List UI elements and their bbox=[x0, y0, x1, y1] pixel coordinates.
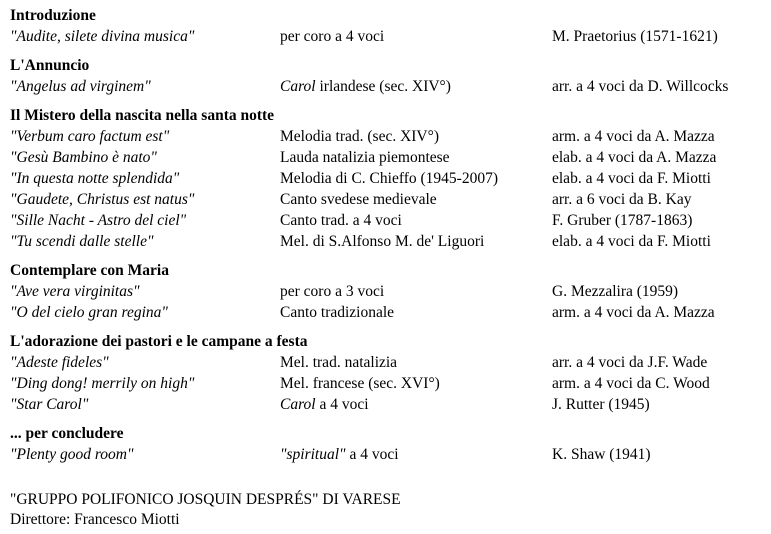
program-row bbox=[10, 126, 765, 147]
piece-title: "Verbum caro factum est" bbox=[10, 128, 170, 145]
program-row bbox=[10, 189, 765, 210]
program-section bbox=[10, 424, 765, 465]
piece-description bbox=[280, 394, 369, 415]
section-heading: L'Annuncio bbox=[10, 57, 90, 74]
program-row bbox=[10, 373, 765, 394]
piece-credit: J. Rutter (1945) bbox=[552, 396, 650, 413]
piece-description bbox=[280, 231, 484, 252]
piece-title: "Ding dong! merrily on high" bbox=[10, 375, 195, 392]
section-heading: Il Mistero della nascita nella santa notte bbox=[10, 107, 275, 124]
program-section bbox=[10, 332, 765, 415]
section-heading: Introduzione bbox=[10, 7, 96, 24]
description-part: Carol bbox=[280, 78, 316, 95]
description-part: Canto trad. a 4 voci bbox=[280, 212, 402, 229]
section-heading: ... per concludere bbox=[10, 425, 124, 442]
piece-credit: arm. a 4 voci da A. Mazza bbox=[552, 128, 715, 145]
description-part: Carol bbox=[280, 396, 316, 413]
piece-credit: arr. a 4 voci da D. Willcocks bbox=[552, 78, 729, 95]
piece-credit: K. Shaw (1941) bbox=[552, 446, 651, 463]
piece-title: "Angelus ad virginem" bbox=[10, 78, 151, 95]
program-section bbox=[10, 56, 765, 97]
piece-description bbox=[280, 352, 397, 373]
program-row bbox=[10, 168, 765, 189]
section-heading: Contemplare con Maria bbox=[10, 262, 169, 279]
description-part: "spiritual" bbox=[280, 446, 346, 463]
program-row bbox=[10, 26, 765, 47]
piece-description bbox=[280, 126, 439, 147]
description-part: Melodia trad. (sec. XIV°) bbox=[280, 128, 439, 145]
piece-description bbox=[280, 26, 384, 47]
piece-title: "Plenty good room" bbox=[10, 446, 134, 463]
piece-description bbox=[280, 147, 450, 168]
program-row bbox=[10, 76, 765, 97]
piece-description bbox=[280, 373, 440, 394]
description-part: Melodia di C. Chieffo (1945-2007) bbox=[280, 170, 498, 187]
piece-credit: arm. a 4 voci da C. Wood bbox=[552, 375, 710, 392]
program-section bbox=[10, 106, 765, 252]
program-row bbox=[10, 302, 765, 323]
program-footer bbox=[10, 490, 401, 530]
director-line: Direttore: Francesco Miotti bbox=[10, 511, 180, 528]
section-heading: L'adorazione dei pastori e le campane a festa bbox=[10, 333, 308, 350]
description-part: per coro a 4 voci bbox=[280, 28, 385, 45]
piece-title: "Gesù Bambino è nato" bbox=[10, 149, 157, 166]
piece-title: "Audite, silete divina musica" bbox=[10, 28, 195, 45]
description-part: Lauda natalizia piemontese bbox=[280, 149, 450, 166]
program-row bbox=[10, 394, 765, 415]
piece-title: "Gaudete, Christus est natus" bbox=[10, 191, 195, 208]
piece-credit: elab. a 4 voci da F. Miotti bbox=[552, 233, 711, 250]
program-row bbox=[10, 444, 765, 465]
piece-description bbox=[280, 168, 498, 189]
program-row bbox=[10, 231, 765, 252]
piece-credit: arm. a 4 voci da A. Mazza bbox=[552, 304, 715, 321]
program-sections bbox=[10, 6, 765, 465]
piece-description bbox=[280, 210, 402, 231]
description-part: per coro a 3 voci bbox=[280, 283, 385, 300]
piece-title: "Ave vera virginitas" bbox=[10, 283, 140, 300]
piece-description bbox=[280, 302, 394, 323]
description-part: Mel. trad. natalizia bbox=[280, 354, 398, 371]
piece-title: "Star Carol" bbox=[10, 396, 89, 413]
description-part: Mel. di S.Alfonso M. de' Liguori bbox=[280, 233, 485, 250]
description-part: Mel. francese (sec. XVI°) bbox=[280, 375, 440, 392]
piece-credit: elab. a 4 voci da A. Mazza bbox=[552, 149, 717, 166]
piece-title: "Sille Nacht - Astro del ciel" bbox=[10, 212, 187, 229]
piece-description bbox=[280, 76, 451, 97]
piece-title: "O del cielo gran regina" bbox=[10, 304, 168, 321]
piece-description bbox=[280, 281, 384, 302]
piece-credit: F. Gruber (1787-1863) bbox=[552, 212, 693, 229]
description-part: a 4 voci bbox=[315, 396, 369, 413]
program-row bbox=[10, 210, 765, 231]
piece-credit: M. Praetorius (1571-1621) bbox=[552, 28, 718, 45]
program-section bbox=[10, 261, 765, 323]
program-row bbox=[10, 281, 765, 302]
choir-name: "GRUPPO POLIFONICO JOSQUIN DESPRÉS" DI VARESE bbox=[10, 491, 401, 508]
program-row bbox=[10, 352, 765, 373]
concert-program bbox=[10, 6, 765, 474]
piece-credit: arr. a 6 voci da B. Kay bbox=[552, 191, 692, 208]
description-part: irlandese (sec. XIV°) bbox=[315, 78, 451, 95]
piece-title: "Tu scendi dalle stelle" bbox=[10, 233, 154, 250]
program-section bbox=[10, 6, 765, 47]
piece-description bbox=[280, 444, 399, 465]
piece-credit: G. Mezzalira (1959) bbox=[552, 283, 679, 300]
piece-credit: arr. a 4 voci da J.F. Wade bbox=[552, 354, 708, 371]
piece-title: "Adeste fideles" bbox=[10, 354, 109, 371]
description-part: Canto tradizionale bbox=[280, 304, 395, 321]
description-part: a 4 voci bbox=[345, 446, 399, 463]
piece-description bbox=[280, 189, 437, 210]
description-part: Canto svedese medievale bbox=[280, 191, 437, 208]
piece-credit: elab. a 4 voci da F. Miotti bbox=[552, 170, 711, 187]
piece-title: "In questa notte splendida" bbox=[10, 170, 180, 187]
program-row bbox=[10, 147, 765, 168]
